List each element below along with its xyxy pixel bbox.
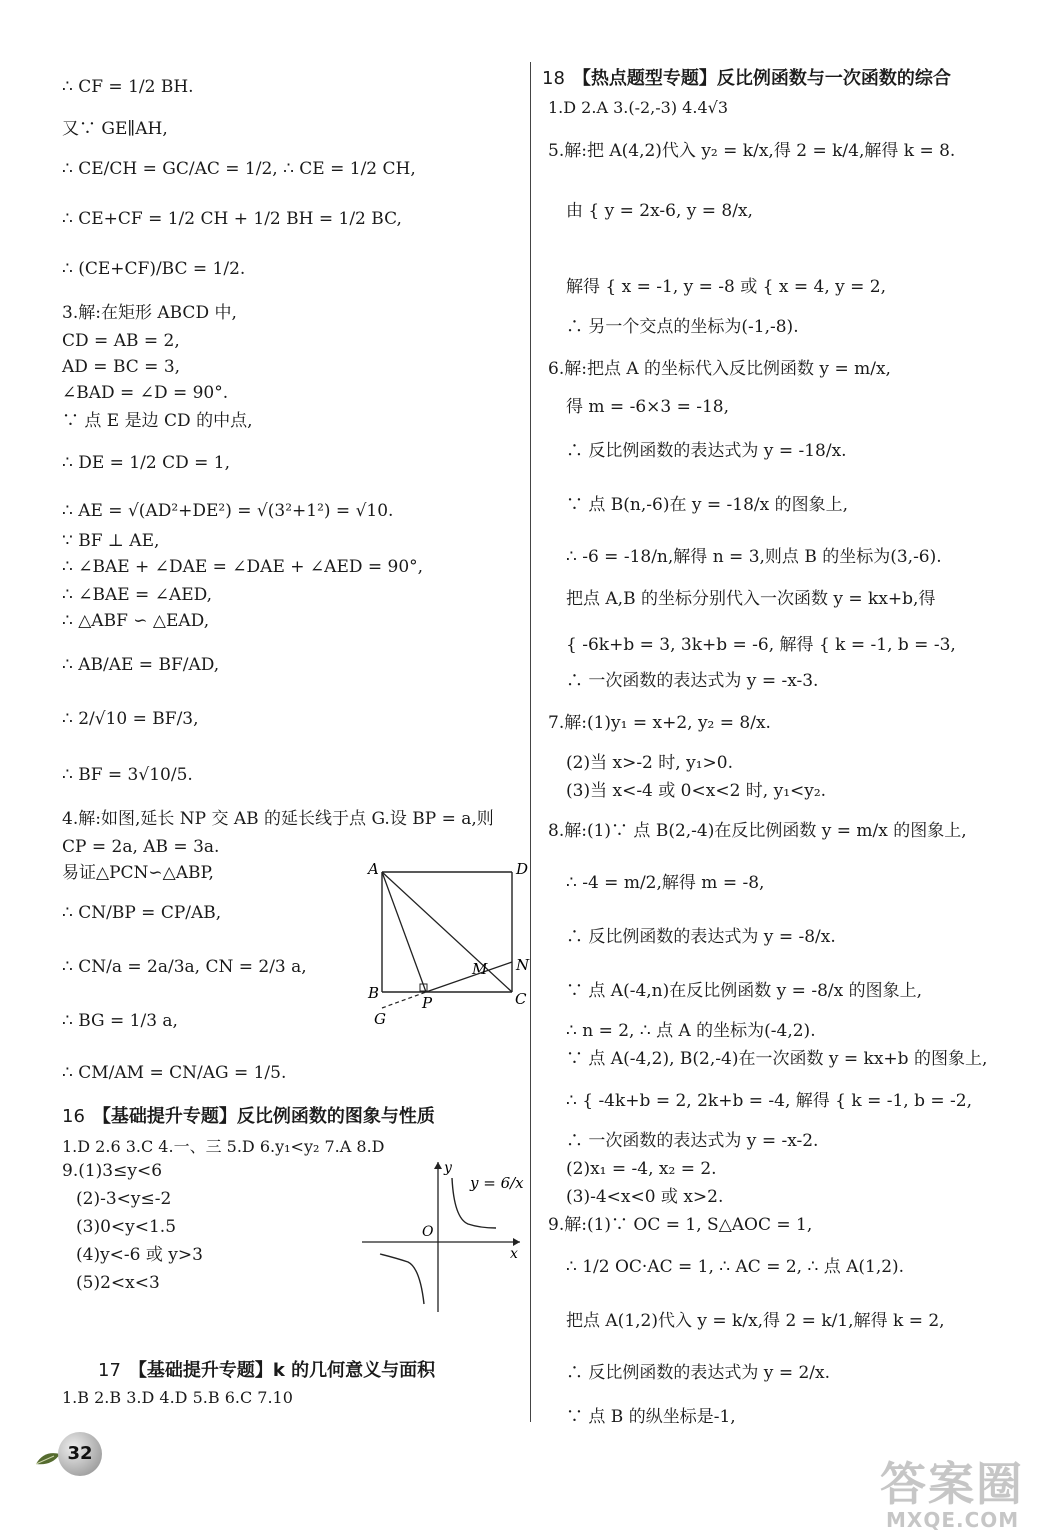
q4-line: ∴ CM/AM = CN/AG = 1/5. [62, 1063, 287, 1083]
q3-line: 3.解:在矩形 ABCD 中, [62, 303, 237, 323]
q5-line: 由 { y = 2x-6, y = 8/x, [566, 201, 753, 221]
fig-label-a: A [368, 860, 379, 878]
q9-line: 9.(1)3≤y<6 [62, 1161, 163, 1181]
section-number: 18 [542, 68, 565, 89]
section-number: 16 [62, 1106, 85, 1127]
q3-line: ∴ AB/AE = BF/AD, [62, 655, 220, 675]
q6-line: ∴ 一次函数的表达式为 y = -x-3. [566, 671, 819, 691]
section-18-answers: 1.D 2.A 3.(-2,-3) 4.4√3 [548, 98, 728, 117]
watermark [880, 1448, 1024, 1532]
q9-right-line: 9.解:(1)∵ OC = 1, S△AOC = 1, [548, 1215, 813, 1235]
q9-line: (5)2<x<3 [76, 1273, 160, 1293]
q3-line: ∠BAD = ∠D = 90°. [62, 383, 229, 403]
q3-line: ∴ ∠BAE = ∠AED, [62, 585, 213, 605]
watermark-sub: MXQE.COM [886, 1508, 1020, 1532]
text-line: ∴ (CE+CF)/BC = 1/2. [62, 259, 246, 279]
q3-line: ∴ ∠BAE + ∠DAE = ∠DAE + ∠AED = 90°, [62, 557, 424, 577]
graph-y-label: y [444, 1160, 452, 1176]
q3-line: ∴ AE = √(AD²+DE²) = √(3²+1²) = √10. [62, 501, 394, 521]
text-line: ∴ CE/CH = GC/AC = 1/2, ∴ CE = 1/2 CH, [62, 159, 416, 179]
q8-line: ∵ 点 A(-4,2), B(2,-4)在一次函数 y = kx+b 的图象上, [566, 1049, 988, 1069]
text-line: ∴ CE+CF = 1/2 CH + 1/2 BH = 1/2 BC, [62, 209, 402, 229]
q3-line: CD = AB = 2, [62, 331, 180, 351]
fig-label-b: B [368, 984, 380, 1002]
q5-line: 解得 { x = -1, y = -8 或 { x = 4, y = 2, [566, 277, 887, 297]
q9-right-line: ∵ 点 B 的纵坐标是-1, [566, 1407, 736, 1427]
q8-line: (2)x₁ = -4, x₂ = 2. [566, 1159, 717, 1179]
section-17-heading [98, 1356, 435, 1382]
q6-line: 把点 A,B 的坐标分别代入一次函数 y = kx+b,得 [566, 589, 936, 609]
graph-func-label: y = 6/x [470, 1174, 524, 1192]
q9-right-line: ∴ 反比例函数的表达式为 y = 2/x. [566, 1363, 830, 1383]
q4-line: CP = 2a, AB = 3a. [62, 837, 220, 857]
q9-right-line: ∴ 1/2 OC·AC = 1, ∴ AC = 2, ∴ 点 A(1,2). [566, 1257, 905, 1277]
watermark-main: 答案圈 [880, 1457, 1024, 1511]
section-16-heading [62, 1102, 435, 1128]
q4-line: ∴ CN/a = 2a/3a, CN = 2/3 a, [62, 957, 307, 977]
q8-line: 8.解:(1)∵ 点 B(2,-4)在反比例函数 y = m/x 的图象上, [548, 821, 967, 841]
q4-line: 易证△PCN∽△ABP, [62, 863, 214, 883]
fig-label-d: D [516, 860, 529, 878]
q3-line: ∵ BF ⊥ AE, [62, 531, 160, 551]
fig-label-g: G [374, 1010, 386, 1028]
section-18-heading [542, 64, 951, 90]
geometry-figure [362, 852, 542, 1032]
q8-line: ∴ 反比例函数的表达式为 y = -8/x. [566, 927, 836, 947]
fig-label-p: P [422, 994, 433, 1012]
text-line: ∴ CF = 1/2 BH. [62, 77, 194, 97]
q8-line: ∴ -4 = m/2,解得 m = -8, [566, 873, 765, 893]
hyperbola-graph [358, 1158, 528, 1318]
page-number: 32 [58, 1432, 102, 1476]
fig-label-m: M [472, 960, 488, 978]
fig-label-c: C [515, 990, 527, 1008]
fig-label-n: N [516, 956, 530, 974]
q9-line: (3)0<y<1.5 [76, 1217, 177, 1237]
graph-x-label: x [510, 1246, 518, 1262]
q5-line: 5.解:把 A(4,2)代入 y₂ = k/x,得 2 = k/4,解得 k = 8. [548, 141, 956, 161]
section-title: 【基础提升专题】反比例函数的图象与性质 [92, 1106, 435, 1127]
q6-line: { -6k+b = 3, 3k+b = -6, 解得 { k = -1, b = -3, [566, 635, 956, 655]
graph-origin-label: O [422, 1224, 434, 1240]
q7-line: 7.解:(1)y₁ = x+2, y₂ = 8/x. [548, 713, 771, 733]
q4-line: ∴ CN/BP = CP/AB, [62, 903, 222, 923]
q3-line: ∴ △ABF ∽ △EAD, [62, 611, 210, 631]
q9-right-line: 把点 A(1,2)代入 y = k/x,得 2 = k/1,解得 k = 2, [566, 1311, 945, 1331]
q6-line: ∴ -6 = -18/n,解得 n = 3,则点 B 的坐标为(3,-6). [566, 547, 942, 567]
q7-line: (2)当 x>-2 时, y₁>0. [566, 753, 733, 773]
q8-line: ∵ 点 A(-4,n)在反比例函数 y = -8/x 的图象上, [566, 981, 923, 1001]
q4-line: ∴ BG = 1/3 a, [62, 1011, 178, 1031]
q3-line: AD = BC = 3, [62, 357, 181, 377]
q6-line: 6.解:把点 A 的坐标代入反比例函数 y = m/x, [548, 359, 891, 379]
q5-line: ∴ 另一个交点的坐标为(-1,-8). [566, 317, 799, 337]
section-title: 【热点题型专题】反比例函数与一次函数的综合 [572, 68, 951, 89]
column-divider [530, 62, 531, 1422]
section-16-answers: 1.D 2.6 3.C 4.一、三 5.D 6.y₁<y₂ 7.A 8.D [62, 1137, 385, 1156]
q4-line: 4.解:如图,延长 NP 交 AB 的延长线于点 G.设 BP = a,则 [62, 809, 494, 829]
q9-line: (4)y<-6 或 y>3 [76, 1245, 203, 1265]
section-number: 17 [98, 1360, 121, 1381]
q8-line: ∴ { -4k+b = 2, 2k+b = -4, 解得 { k = -1, b = -2, [566, 1091, 973, 1111]
q3-line: ∵ 点 E 是边 CD 的中点, [62, 411, 253, 431]
section-17-answers: 1.B 2.B 3.D 4.D 5.B 6.C 7.10 [62, 1388, 293, 1407]
q6-line: 得 m = -6×3 = -18, [566, 397, 730, 417]
q8-line: ∴ 一次函数的表达式为 y = -x-2. [566, 1131, 819, 1151]
text-line: 又∵ GE∥AH, [62, 119, 168, 139]
q7-line: (3)当 x<-4 或 0<x<2 时, y₁<y₂. [566, 781, 827, 801]
q8-line: (3)-4<x<0 或 x>2. [566, 1187, 724, 1207]
q6-line: ∵ 点 B(n,-6)在 y = -18/x 的图象上, [566, 495, 849, 515]
q3-line: ∴ 2/√10 = BF/3, [62, 709, 199, 729]
q3-line: ∴ DE = 1/2 CD = 1, [62, 453, 230, 473]
q9-line: (2)-3<y≤-2 [76, 1189, 172, 1209]
section-title: 【基础提升专题】k 的几何意义与面积 [128, 1360, 436, 1381]
q6-line: ∴ 反比例函数的表达式为 y = -18/x. [566, 441, 847, 461]
q8-line: ∴ n = 2, ∴ 点 A 的坐标为(-4,2). [566, 1021, 816, 1041]
q3-line: ∴ BF = 3√10/5. [62, 765, 193, 785]
